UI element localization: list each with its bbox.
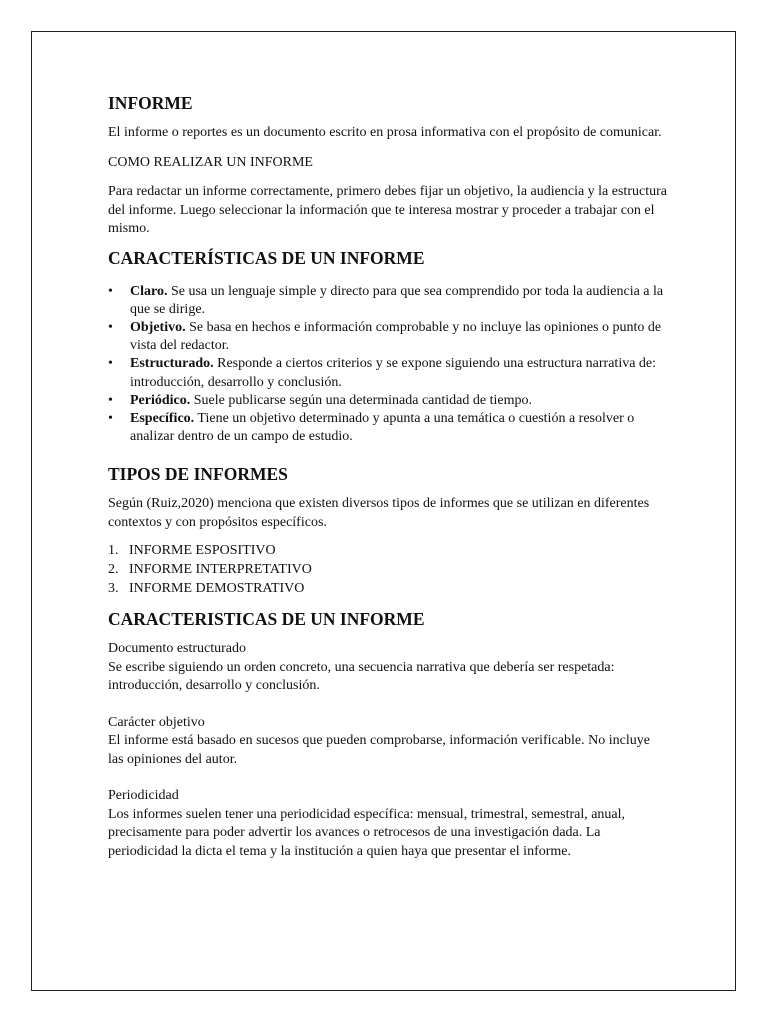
como-heading: COMO REALIZAR UN INFORME (108, 154, 313, 170)
tipos-list (108, 541, 668, 598)
section-periodicidad (108, 787, 668, 861)
tipos-paragraph: Según (Ruiz,2020) menciona que existen diversos tipos de informes que se utilizan en diferentes contextos y con propósitos específicos. (108, 496, 650, 530)
list-item-label: INFORME INTERPRETATIVO (129, 562, 312, 578)
section-heading: Periodicidad (108, 788, 179, 804)
list-item (108, 560, 668, 579)
bullet-icon: • (108, 283, 113, 299)
section-text: Se escribe siguiendo un orden concreto, una secuencia narrativa que debería ser respetada: introducción, desarrollo y conclusión. (108, 659, 615, 694)
list-item (108, 283, 668, 319)
term: Objetivo. (130, 319, 186, 335)
intro-paragraph: El informe o reportes es un documento escrito en prosa informativa con el propósito de comunicar. (108, 125, 662, 140)
list-item (108, 541, 668, 560)
bullet-icon: • (108, 319, 113, 335)
bullet-icon: • (108, 410, 113, 426)
section-text: Los informes suelen tener una periodicidad específica: mensual, trimestral, semestral, anual, precisamente para poder advertir los avances o retrocesos de una investigación dada. La periodicidad la dicta el tema y la institución a quien haya que presentar el informe. (108, 806, 626, 859)
tipos-heading: TIPOS DE INFORMES (108, 464, 288, 485)
list-number: 2. (108, 562, 119, 578)
list-number: 3. (108, 581, 119, 597)
definition: Tiene un objetivo determinado y apunta a una temática o cuestión a resolver o analizar dentro de un campo de estudio. (130, 410, 635, 445)
page-border (31, 31, 736, 991)
list-item (108, 410, 668, 446)
list-item (108, 392, 668, 410)
definition: Se usa un lenguaje simple y directo para que sea comprendido por toda la audiencia a la que se dirige. (130, 283, 664, 317)
list-item (108, 355, 668, 391)
list-item (108, 319, 668, 355)
section-documento-estructurado (108, 640, 668, 696)
caracteristicas-heading: CARACTERÍSTICAS DE UN INFORME (108, 247, 425, 268)
list-item-label: INFORME ESPOSITIVO (129, 543, 276, 559)
list-item (108, 579, 668, 598)
term: Periódico. (130, 392, 191, 408)
list-item-label: INFORME DEMOSTRATIVO (129, 581, 305, 597)
term: Claro. (130, 283, 168, 299)
bullet-icon: • (108, 356, 113, 372)
list-number: 1. (108, 543, 119, 559)
section-text: El informe está basado en sucesos que pueden comprobarse, información verificable. No incluye las opiniones del autor. (108, 733, 650, 767)
caracteristicas2-heading: CARACTERISTICAS DE UN INFORME (108, 609, 425, 630)
definition: Suele publicarse según una determinada cantidad de tiempo. (190, 392, 532, 408)
bullet-icon: • (108, 392, 113, 408)
section-heading: Carácter objetivo (108, 714, 205, 730)
section-caracter-objetivo (108, 714, 668, 770)
caracteristicas-list (108, 283, 668, 447)
term: Específico. (130, 410, 195, 426)
definition: Se basa en hechos e información comprobable y no incluye las opiniones o punto de vista del redactor. (130, 319, 662, 354)
section-heading: Documento estructurado (108, 641, 247, 657)
page-title: INFORME (108, 93, 193, 113)
definition: Responde a ciertos criterios y se expone siguiendo una estructura narrativa de: introducción, desarrollo y conclusión. (130, 356, 657, 390)
term: Estructurado. (130, 356, 214, 372)
document-body (108, 92, 668, 879)
como-paragraph: Para redactar un informe correctamente, primero debes fijar un objetivo, la audiencia y la estructura del informe. Luego seleccionar la información que te interesa mostrar y proceder a trabajar con el mismo. (108, 184, 667, 236)
